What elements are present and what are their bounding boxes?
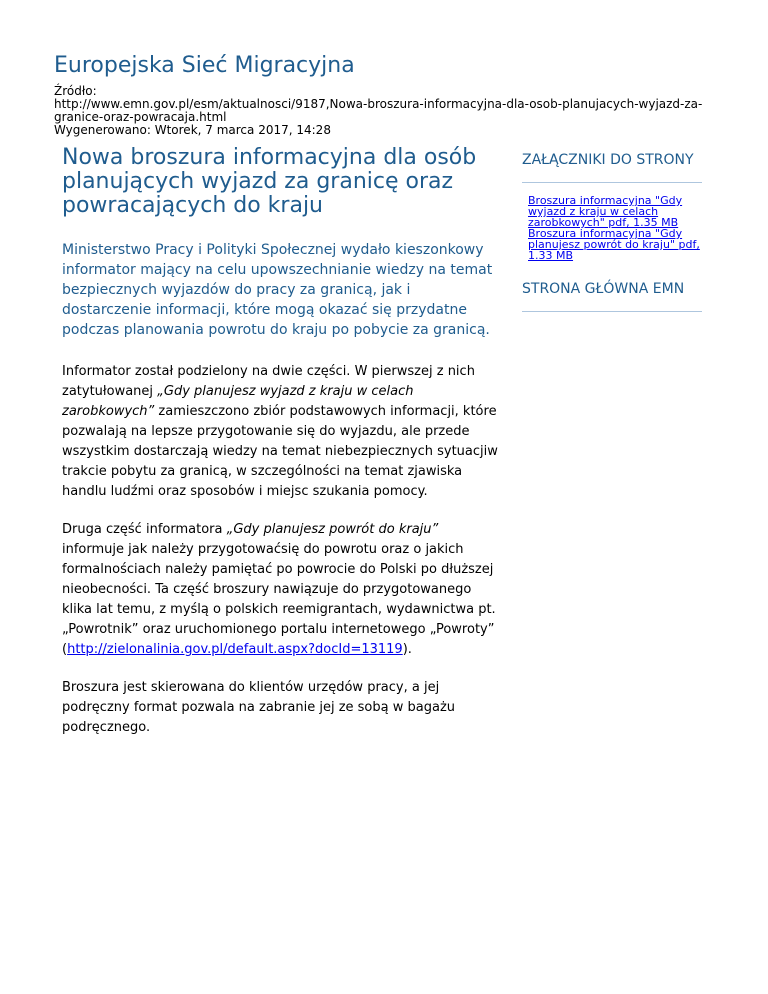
source-url: http://www.emn.gov.pl/esm/aktualnosci/9187,Nowa-broszura-informacyjna-dla-osob-planujacych-wyjazd-za-granice-oraz-powracaja.html — [54, 97, 703, 124]
paragraph-2-text-end: ). — [402, 642, 412, 657]
document-meta — [54, 85, 734, 137]
paragraph-1-text-rest: zamieszczono zbiór podstawowych informacji, które pozwalają na lepsze przygotowanie się do wyjazdu, ale przede wszystkim dostarczają wiedzy na temat niebezpiecznych sytuacjiw trakcie pobytu za granicą, w szczególności na temat zjawiska handlu ludźmi oraz sposobów i miejsc szukania pomocy. — [62, 404, 498, 499]
source-label: Źródło: — [54, 84, 97, 98]
attachment-item — [528, 195, 702, 228]
paragraph-2-title: „Gdy planujesz powrót do kraju” — [226, 522, 439, 537]
attachments-divider — [522, 182, 702, 183]
zielonalinia-link[interactable]: http://zielonalinia.gov.pl/default.aspx?docId=13119 — [67, 642, 403, 657]
site-title: Europejska Sieć Migracyjna — [54, 53, 355, 78]
attachments-list — [528, 195, 702, 261]
attachment-item — [528, 228, 702, 261]
sidebar — [522, 150, 702, 312]
attachment-link-powrot[interactable]: Broszura informacyjna "Gdy planujesz powrót do kraju" pdf, 1.33 MB — [528, 227, 700, 262]
article-lead: Ministerstwo Pracy i Polityki Społecznej wydało kieszonkowy informator mający na celu upowszechnianie wiedzy na temat bezpiecznych wyjazdów do pracy za granicą, jak i dostarczenie informacji, które mogą okazać się przydatne podczas planowania powrotu do kraju po pobycie za granicą. — [62, 242, 493, 338]
article-paragraph-3: Broszura jest skierowana do klientów urzędów pracy, a jej podręczny format pozwala na zabranie jej ze sobą w bagażu podręcznego. — [62, 680, 456, 735]
paragraph-2-text: Druga część informatora — [62, 522, 227, 537]
attachment-link-wyjazd[interactable]: Broszura informacyjna "Gdy wyjazd z kraju w celach zarobkowych" pdf, 1.35 MB — [528, 194, 683, 229]
generated-date: Wygenerowano: Wtorek, 7 marca 2017, 14:28 — [54, 123, 331, 137]
article-paragraph-1 — [62, 362, 502, 502]
home-link-heading[interactable]: STRONA GŁÓWNA EMN — [522, 281, 685, 297]
article-title: Nowa broszura informacyjna dla osób planujących wyjazd za granicę oraz powracających do kraju — [62, 145, 477, 218]
paragraph-2-text-middle: informuje jak należy przygotowaćsię do powrotu oraz o jakich formalnościach należy pamiętać po powrocie do Polski po dłuższej nieobecności. Ta część broszury nawiązuje do przygotowanego klika lat temu, z myślą o polskich reemigrantach, wydawnictwa pt. „Powrotnik” oraz uruchomionego portalu internetowego „Powroty” ( — [62, 542, 496, 657]
article-paragraph-2 — [62, 520, 502, 660]
paragraph-1-text: Informator został podzielony na dwie części. W pierwszej z nich zatytułowanej — [62, 364, 475, 399]
home-divider — [522, 311, 702, 312]
article — [62, 146, 502, 738]
paragraph-1-title: „Gdy planujesz wyjazd z kraju w celach zarobkowych” — [62, 384, 414, 419]
attachments-heading: ZAŁĄCZNIKI DO STRONY — [522, 152, 694, 168]
